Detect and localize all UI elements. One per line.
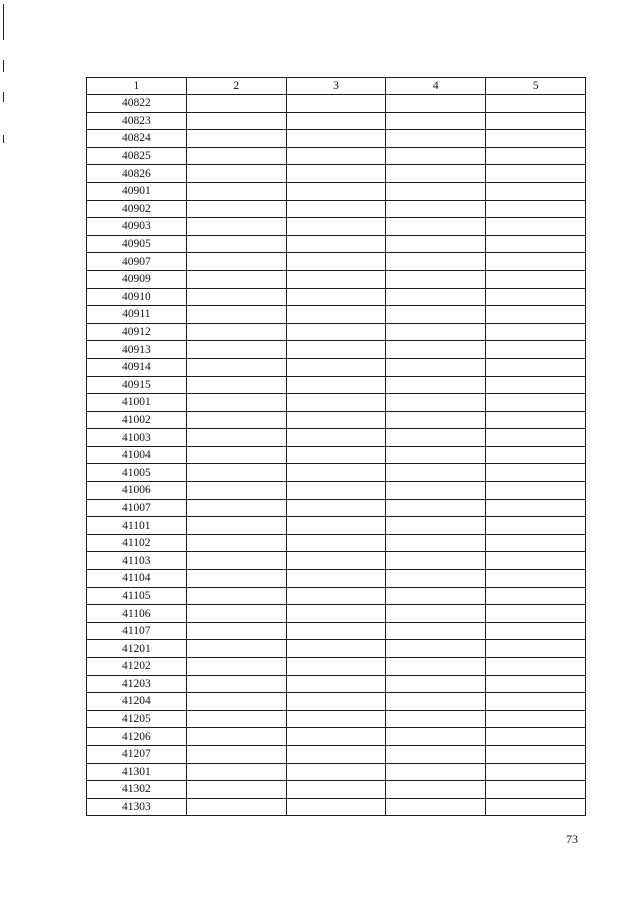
empty-cell-col-3: [286, 570, 386, 588]
empty-cell-col-2: [186, 182, 286, 200]
table-row: [87, 235, 586, 253]
empty-cell-col-3: [286, 552, 386, 570]
empty-cell-col-3: [286, 728, 386, 746]
empty-cell-col-3: [286, 130, 386, 148]
empty-cell-col-2: [186, 693, 286, 711]
empty-cell-col-5: [486, 728, 586, 746]
empty-cell-col-2: [186, 200, 286, 218]
table-row: [87, 218, 586, 236]
account-code-cell: 41001: [87, 394, 187, 412]
empty-cell-col-4: [386, 182, 486, 200]
empty-cell-col-3: [286, 306, 386, 324]
table-row: [87, 411, 586, 429]
empty-cell-col-4: [386, 675, 486, 693]
table-row: [87, 798, 586, 816]
empty-cell-col-5: [486, 693, 586, 711]
empty-cell-col-5: [486, 200, 586, 218]
empty-cell-col-4: [386, 552, 486, 570]
empty-cell-col-4: [386, 323, 486, 341]
empty-cell-col-4: [386, 288, 486, 306]
empty-cell-col-3: [286, 147, 386, 165]
empty-cell-col-4: [386, 95, 486, 113]
empty-cell-col-5: [486, 517, 586, 535]
empty-cell-col-2: [186, 130, 286, 148]
empty-cell-col-3: [286, 675, 386, 693]
account-code-cell: 41101: [87, 517, 187, 535]
empty-cell-col-4: [386, 306, 486, 324]
empty-cell-col-2: [186, 658, 286, 676]
empty-cell-col-4: [386, 570, 486, 588]
empty-cell-col-5: [486, 218, 586, 236]
column-header-2: 2: [186, 78, 286, 95]
empty-cell-col-4: [386, 798, 486, 816]
empty-cell-col-2: [186, 147, 286, 165]
empty-cell-col-5: [486, 394, 586, 412]
account-code-cell: 41206: [87, 728, 187, 746]
empty-cell-col-2: [186, 306, 286, 324]
empty-cell-col-4: [386, 376, 486, 394]
account-code-cell: 41104: [87, 570, 187, 588]
empty-cell-col-4: [386, 235, 486, 253]
scan-edge-mark: [3, 60, 4, 72]
empty-cell-col-5: [486, 605, 586, 623]
account-code-cell: 41004: [87, 446, 187, 464]
empty-cell-col-5: [486, 95, 586, 113]
table-row: [87, 763, 586, 781]
account-code-cell: 41203: [87, 675, 187, 693]
empty-cell-col-4: [386, 165, 486, 183]
empty-cell-col-4: [386, 745, 486, 763]
account-code-cell: 40910: [87, 288, 187, 306]
empty-cell-col-2: [186, 728, 286, 746]
empty-cell-col-2: [186, 499, 286, 517]
account-code-cell: 40823: [87, 112, 187, 130]
account-code-cell: 41301: [87, 763, 187, 781]
empty-cell-col-5: [486, 482, 586, 500]
empty-cell-col-4: [386, 341, 486, 359]
account-code-cell: 40909: [87, 270, 187, 288]
table-row: [87, 253, 586, 271]
empty-cell-col-3: [286, 288, 386, 306]
empty-cell-col-2: [186, 323, 286, 341]
table-row: [87, 517, 586, 535]
empty-cell-col-4: [386, 658, 486, 676]
table-row: [87, 446, 586, 464]
empty-cell-col-4: [386, 693, 486, 711]
empty-cell-col-3: [286, 323, 386, 341]
empty-cell-col-3: [286, 622, 386, 640]
empty-cell-col-5: [486, 675, 586, 693]
empty-cell-col-3: [286, 446, 386, 464]
empty-cell-col-3: [286, 658, 386, 676]
empty-cell-col-5: [486, 323, 586, 341]
empty-cell-col-2: [186, 798, 286, 816]
account-code-cell: 41005: [87, 464, 187, 482]
empty-cell-col-3: [286, 710, 386, 728]
empty-cell-col-3: [286, 798, 386, 816]
account-code-cell: 41205: [87, 710, 187, 728]
empty-cell-col-5: [486, 112, 586, 130]
table-row: [87, 165, 586, 183]
account-code-cell: 41107: [87, 622, 187, 640]
empty-cell-col-5: [486, 411, 586, 429]
table-row: [87, 394, 586, 412]
empty-cell-col-4: [386, 728, 486, 746]
table-row: [87, 341, 586, 359]
empty-cell-col-2: [186, 288, 286, 306]
account-code-cell: 40915: [87, 376, 187, 394]
empty-cell-col-5: [486, 464, 586, 482]
table-row: [87, 728, 586, 746]
empty-cell-col-5: [486, 270, 586, 288]
empty-cell-col-4: [386, 147, 486, 165]
empty-cell-col-3: [286, 218, 386, 236]
scan-edge-mark: [3, 92, 4, 102]
table-row: [87, 745, 586, 763]
table-row: [87, 499, 586, 517]
empty-cell-col-5: [486, 182, 586, 200]
account-code-cell: 40903: [87, 218, 187, 236]
table-row: [87, 482, 586, 500]
empty-cell-col-3: [286, 376, 386, 394]
table-row: [87, 429, 586, 447]
empty-cell-col-3: [286, 429, 386, 447]
empty-cell-col-5: [486, 499, 586, 517]
empty-cell-col-2: [186, 640, 286, 658]
empty-cell-col-5: [486, 798, 586, 816]
empty-cell-col-4: [386, 710, 486, 728]
empty-cell-col-2: [186, 235, 286, 253]
empty-cell-col-3: [286, 693, 386, 711]
table-row: [87, 710, 586, 728]
empty-cell-col-3: [286, 235, 386, 253]
column-header-1: 1: [87, 78, 187, 95]
empty-cell-col-5: [486, 235, 586, 253]
table-row: [87, 200, 586, 218]
account-code-cell: 41006: [87, 482, 187, 500]
empty-cell-col-2: [186, 376, 286, 394]
empty-cell-col-2: [186, 464, 286, 482]
account-code-cell: 41207: [87, 745, 187, 763]
empty-cell-col-3: [286, 534, 386, 552]
empty-cell-col-3: [286, 253, 386, 271]
empty-cell-col-3: [286, 165, 386, 183]
column-header-5: 5: [486, 78, 586, 95]
page-number: 73: [566, 832, 578, 846]
table-header-row: [87, 78, 586, 95]
empty-cell-col-3: [286, 411, 386, 429]
empty-cell-col-4: [386, 781, 486, 799]
account-code-cell: 40912: [87, 323, 187, 341]
table-row: [87, 693, 586, 711]
empty-cell-col-3: [286, 394, 386, 412]
empty-cell-col-5: [486, 306, 586, 324]
empty-cell-col-5: [486, 446, 586, 464]
empty-cell-col-2: [186, 358, 286, 376]
table-row: [87, 587, 586, 605]
account-code-cell: 41105: [87, 587, 187, 605]
table-row: [87, 622, 586, 640]
empty-cell-col-3: [286, 270, 386, 288]
empty-cell-col-2: [186, 710, 286, 728]
empty-cell-col-4: [386, 130, 486, 148]
empty-cell-col-3: [286, 112, 386, 130]
account-code-cell: 40914: [87, 358, 187, 376]
empty-cell-col-3: [286, 640, 386, 658]
empty-cell-col-5: [486, 587, 586, 605]
empty-cell-col-2: [186, 341, 286, 359]
table-row: [87, 781, 586, 799]
empty-cell-col-2: [186, 534, 286, 552]
table-row: [87, 323, 586, 341]
empty-cell-col-4: [386, 499, 486, 517]
empty-cell-col-4: [386, 112, 486, 130]
scan-edge-mark: [3, 135, 4, 143]
empty-cell-col-4: [386, 605, 486, 623]
empty-cell-col-4: [386, 411, 486, 429]
empty-cell-col-3: [286, 763, 386, 781]
empty-cell-col-3: [286, 182, 386, 200]
empty-cell-col-2: [186, 429, 286, 447]
empty-cell-col-2: [186, 763, 286, 781]
account-code-cell: 40907: [87, 253, 187, 271]
account-code-cell: 40824: [87, 130, 187, 148]
table-row: [87, 270, 586, 288]
empty-cell-col-2: [186, 253, 286, 271]
empty-cell-col-5: [486, 341, 586, 359]
table-row: [87, 605, 586, 623]
account-code-cell: 40826: [87, 165, 187, 183]
empty-cell-col-3: [286, 605, 386, 623]
account-code-cell: 41202: [87, 658, 187, 676]
account-code-cell: 41204: [87, 693, 187, 711]
empty-cell-col-3: [286, 341, 386, 359]
account-code-cell: 41106: [87, 605, 187, 623]
empty-cell-col-3: [286, 517, 386, 535]
empty-cell-col-5: [486, 288, 586, 306]
empty-cell-col-3: [286, 781, 386, 799]
account-code-cell: 41002: [87, 411, 187, 429]
empty-cell-col-5: [486, 165, 586, 183]
empty-cell-col-5: [486, 658, 586, 676]
account-code-cell: 40902: [87, 200, 187, 218]
empty-cell-col-5: [486, 253, 586, 271]
empty-cell-col-2: [186, 394, 286, 412]
empty-cell-col-4: [386, 253, 486, 271]
empty-cell-col-5: [486, 358, 586, 376]
account-code-cell: 40905: [87, 235, 187, 253]
column-header-4: 4: [386, 78, 486, 95]
table-row: [87, 358, 586, 376]
table-row: [87, 288, 586, 306]
account-code-cell: 40911: [87, 306, 187, 324]
table-row: [87, 130, 586, 148]
empty-cell-col-3: [286, 587, 386, 605]
empty-cell-col-5: [486, 781, 586, 799]
empty-cell-col-2: [186, 482, 286, 500]
empty-cell-col-2: [186, 781, 286, 799]
empty-cell-col-2: [186, 570, 286, 588]
table-row: [87, 112, 586, 130]
table-row: [87, 376, 586, 394]
empty-cell-col-5: [486, 376, 586, 394]
empty-cell-col-5: [486, 745, 586, 763]
table-row: [87, 552, 586, 570]
empty-cell-col-2: [186, 587, 286, 605]
empty-cell-col-3: [286, 95, 386, 113]
empty-cell-col-2: [186, 112, 286, 130]
table-body: [87, 95, 586, 816]
account-code-cell: 40822: [87, 95, 187, 113]
empty-cell-col-4: [386, 446, 486, 464]
account-code-cell: 41102: [87, 534, 187, 552]
empty-cell-col-4: [386, 464, 486, 482]
empty-cell-col-5: [486, 429, 586, 447]
account-code-cell: 41302: [87, 781, 187, 799]
account-code-cell: 40825: [87, 147, 187, 165]
empty-cell-col-2: [186, 675, 286, 693]
table-row: [87, 306, 586, 324]
empty-cell-col-5: [486, 622, 586, 640]
empty-cell-col-5: [486, 147, 586, 165]
empty-cell-col-3: [286, 200, 386, 218]
empty-cell-col-2: [186, 218, 286, 236]
empty-cell-col-3: [286, 358, 386, 376]
empty-cell-col-2: [186, 446, 286, 464]
empty-cell-col-2: [186, 517, 286, 535]
empty-cell-col-5: [486, 763, 586, 781]
empty-cell-col-2: [186, 411, 286, 429]
account-code-cell: 41003: [87, 429, 187, 447]
table-row: [87, 182, 586, 200]
empty-cell-col-3: [286, 499, 386, 517]
empty-cell-col-2: [186, 270, 286, 288]
account-code-table: [86, 77, 586, 816]
scan-edge-mark: [3, 4, 4, 40]
empty-cell-col-2: [186, 552, 286, 570]
empty-cell-col-4: [386, 622, 486, 640]
empty-cell-col-5: [486, 534, 586, 552]
empty-cell-col-5: [486, 130, 586, 148]
empty-cell-col-2: [186, 745, 286, 763]
table-row: [87, 640, 586, 658]
empty-cell-col-3: [286, 482, 386, 500]
empty-cell-col-4: [386, 517, 486, 535]
empty-cell-col-2: [186, 605, 286, 623]
empty-cell-col-2: [186, 622, 286, 640]
account-code-cell: 41201: [87, 640, 187, 658]
empty-cell-col-4: [386, 200, 486, 218]
empty-cell-col-3: [286, 745, 386, 763]
empty-cell-col-5: [486, 552, 586, 570]
empty-cell-col-4: [386, 640, 486, 658]
empty-cell-col-4: [386, 482, 486, 500]
account-code-cell: 41007: [87, 499, 187, 517]
table-row: [87, 534, 586, 552]
empty-cell-col-3: [286, 464, 386, 482]
empty-cell-col-4: [386, 218, 486, 236]
table-row: [87, 570, 586, 588]
account-code-cell: 41103: [87, 552, 187, 570]
table-row: [87, 464, 586, 482]
account-code-cell: 41303: [87, 798, 187, 816]
empty-cell-col-5: [486, 710, 586, 728]
empty-cell-col-4: [386, 587, 486, 605]
empty-cell-col-4: [386, 358, 486, 376]
empty-cell-col-5: [486, 640, 586, 658]
account-code-cell: 40901: [87, 182, 187, 200]
account-code-cell: 40913: [87, 341, 187, 359]
empty-cell-col-4: [386, 534, 486, 552]
empty-cell-col-4: [386, 763, 486, 781]
table-row: [87, 675, 586, 693]
table-row: [87, 658, 586, 676]
empty-cell-col-5: [486, 570, 586, 588]
empty-cell-col-4: [386, 429, 486, 447]
column-header-3: 3: [286, 78, 386, 95]
table-row: [87, 95, 586, 113]
empty-cell-col-2: [186, 95, 286, 113]
empty-cell-col-4: [386, 394, 486, 412]
empty-cell-col-2: [186, 165, 286, 183]
table-row: [87, 147, 586, 165]
empty-cell-col-4: [386, 270, 486, 288]
